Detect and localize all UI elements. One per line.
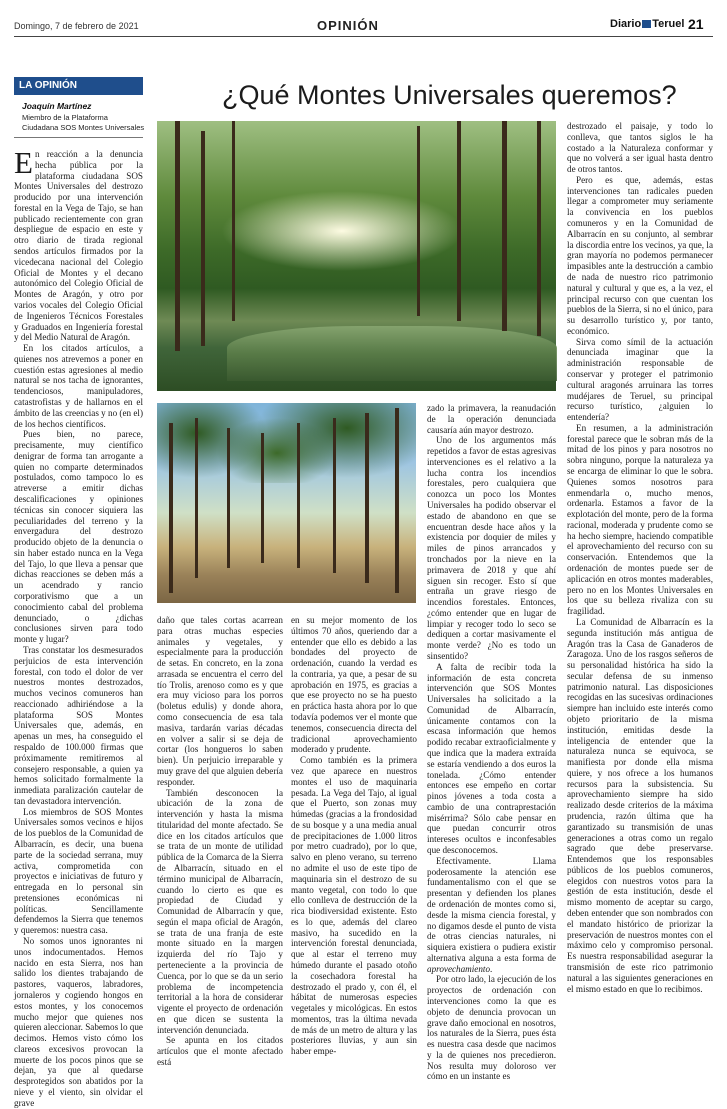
paragraph: A falta de recibir toda la información de esta concreta intervención que SOS Montes Universales ha solicitado a la Comunidad de Albarracín, únicamente contamos con la escasa información que hemos podido recabar extraoficialmente y que indica que la madera extraída se estaría vendiendo a dos euros la tonelada. ¿Cómo entender entonces ese empeño en cortar pinos jóvenes a toda costa a cambio de una contraprestación misérrima? Sólo cabe pensar en que puedan concurrir otros intereses ocultos e inconfesables que desconocemos. — [427, 661, 556, 856]
paragraph: En los citados artículos, a quienes nos atrevemos a poner en cuestión estas agresiones al medio natural se nos tacha de ignorantes, tendenciosos, manipuladores, catastrofistas y de hallarnos en el ámbito de las creencias y no (en el) de los hechos científicos. — [14, 343, 143, 429]
paragraph: Los miembros de SOS Montes Universales somos vecinos e hijos de los pueblos de la Comunidad de Albarracín, es decir, una buena parte de la sociedad serrana, muy activa, comprometida con proyectos e iniciativas de futuro y entregada en lo personal sin pretensiones económicas ni políticas. Sencillamente defendemos la Sierra que tenemos y queremos: nuestra casa. — [14, 806, 143, 936]
header-date: Domingo, 7 de febrero de 2021 — [14, 21, 139, 31]
paragraph: También desconocen la ubicación de la zona de intervención y hasta la misma titularidad del monte afectado. Se dice en los citados artículos que se trata de un monte de utilidad pública de la Comarca de la Sierra de Albarracín, situado en el término municipal de Albarracín, cuando lo cierto es que es propiedad de Ciudad y Comunidad de Albarracín y que, según el mapa oficial de Aragón, se trata de una franja de este monte situado en la margen izquierda del río Tajo y perteneciente a la provincia de Cuenca, por lo que se da un serio problema de incompetencia territorial a la hora de considerar vigente el proyecto de ordenación en que dicen se sustenta la intervención denunciada. — [157, 787, 283, 1035]
author-divider — [14, 137, 143, 138]
paragraph: La Comunidad de Albarracín es la segunda institución más antigua de Aragón tras la Casa de Ganaderos de Zaragoza. Uno de los rasgos señeros de su personalidad histórica ha sido la secular defensa de su inmenso patrimonio natural. Las disposiciones recogidas en las sucesivas ordinaciones siempre han incluido este interés como objeto prioritario de la misma institución, emitidas desde la inteligencia de entender que la naturaleza nunca se equivoca, se manifiesta por donde ella misma quiere, y nos ofrece a los humanos recursos para la subsistencia. Su aprovechamiento siempre ha sido realizado desde criterios de la máxima prudencia, razón última que ha garantizado su transmisión de unas generaciones a otras como un regalo sagrado que debe preservarse. Entendemos que los responsables públicos de los pueblos comuneros, elegidos con nuestros votos para la gestión de esta institución, desde el mismo momento de aceptar su cargo, deben entender que son nombrados con el mandato histórico de priorizar la preservación de nuestros montes con el máximo celo y compromiso personal. Es nuestra responsabilidad asegurar la transmisión de este rico patrimonio natural a las siguientes generaciones en el mismo estado en que lo recibimos. — [567, 616, 713, 994]
paragraph: Se apunta en los citados artículos que el monte afectado está — [157, 1035, 283, 1068]
article-column-4 — [427, 403, 556, 1082]
paragraph: Por otro lado, la ejecución de los proyectos de ordenación con intervenciones como la que es objeto de denuncia provocan un grave daño emocional en nosotros, los naturales de la Sierra, pues ésta es nuestra casa desde que nacimos y la de quienes nos precedieron. Nos resulta muy doloroso ver cómo en un instante es — [427, 974, 556, 1082]
paragraph: zado la primavera, la reanudación de la operación denunciada causaría aún mayor destrozo. — [427, 403, 556, 435]
paragraph: En reacción a la denuncia hecha pública por la plataforma ciudadana SOS Montes Universales del destrozo producido por una intervención forestal en la Vega de Tajo, se han publicado recientemente con gran despliegue de espacio en este y otro diario de tirada regional sendos artículos firmados por la vicedecana nacional del Colegio Oficial de Montes y el decano autonómico del Colegio Oficial de Montes de Aragón, y otro por varios vocales del Colegio Oficial de Ingenieros Técnicos Forestales y Graduados en Ingeniería forestal y del Medio Natural de Aragón. — [14, 145, 143, 343]
section-label: LA OPINIÓN — [19, 80, 77, 91]
paragraph: destrozado el paisaje, y todo lo conlleva, que tantos siglos le ha costado a la Naturaleza conformar y que no volverá a ser igual hasta dentro de otros tantos. — [567, 121, 713, 175]
drop-cap: E — [14, 145, 33, 180]
river-water — [227, 326, 557, 381]
cleared-forest-photo — [157, 403, 416, 603]
article-column-2 — [157, 615, 283, 1068]
paragraph: Como también es la primera vez que aparece en nuestros montes el uso de maquinaria pesada. La Vega del Tajo, al igual que el Puerto, son zonas muy húmedas (gracias a la frondosidad de su bosque y a una media anual de precipitaciones de 1.000 litros por metro cuadrado), por lo que, salvo en pleno verano, su terreno no admite el uso de este tipo de maquinaria sin el destrozo de su manto vegetal, con todo lo que ello conlleva de destrucción de la rica biodiversidad existente. Esto es lo que, además del clareo masivo, ha sucedido en la intervención forestal denunciada, que al estar el terreno muy húmedo durante el pasado otoño la cosechadora forestal ha destrozado el prado y, con él, el hábitat de numerosas especies vegetales y micológicas. En estos momentos, tras la última nevada de más de un metro de altura y las posteriores lluvias, y aun sin haber empe- — [291, 755, 417, 1057]
author-role-line-1: Miembro de la Plataforma — [22, 113, 108, 122]
logo-mark-icon — [642, 20, 651, 28]
paragraph: Uno de los argumentos más repetidos a favor de estas agresivas intervenciones es el relativo a la lucha contra los incendios forestales, pero cualquiera que conozca un poco los Montes Universales ha podido observar el estado de abandono en que se encuentran desde hace años y la existencia por doquier de miles y miles de pinos arrancados y tronchados por la nieve en la primavera de 2018 y que ahí siguen sin recoger. Esto sí que entraña un grave riesgo de incendios forestales. Entonces, ¿cómo entender que en lugar de limpiar y recoger todo lo seco se dediquen a cortar masivamente el monte verde? ¿No es todo un sinsentido? — [427, 435, 556, 661]
article-column-1 — [14, 145, 143, 1108]
logo-text-right: Teruel — [652, 18, 685, 30]
paragraph: Pues bien, no parece, precisamente, muy científico denigrar de forma tan arrogante a quien no comparte determinados postulados, como tampoco lo es atreverse a emitir dichas descalificaciones y opiniones técnicas sin conocer siquiera las peculiaridades del terreno y la envergadura del destrozo producido objeto de la denuncia o sin haber estado nunca en la Vega del Tajo, lo que lleva a pensar que dichas reacciones se deben más a un acendrado y rancio corporativismo que a un conocimiento cabal del problema denunciado, o ¿dichas conclusiones sirven para todo monte y lugar? — [14, 429, 143, 645]
forest-river-photo — [157, 121, 556, 391]
section-title: OPINIÓN — [317, 18, 379, 33]
article-column-3 — [291, 615, 417, 1057]
article-headline: ¿Qué Montes Universales queremos? — [222, 80, 677, 110]
paragraph: No somos unos ignorantes ni unos indocumentados. Hemos nacido en esta Sierra, nos han salido los dientes trabajando de pastores, vaqueros, labradores, jornaleros y cogiendo hongos en estos montes, y los conocemos mucho mejor que quienes nos quieren aleccionar. Sabemos lo que decimos. Hemos visto cómo los clareos excesivos provocan la muerte de los pocos pinos que se dejan, ya que al quedarse desprotegidos son abatidos por la nieve y el viento, sin olvidar el grave — [14, 936, 143, 1108]
page-number: 21 — [688, 16, 704, 32]
newspaper-logo — [610, 18, 684, 30]
author-name: Joaquín Martínez — [22, 101, 92, 111]
logo-text-left: Diario — [610, 18, 642, 30]
paragraph: Pero es que, además, estas intervenciones tan radicales pueden llegar a comprometer muy seriamente la convivencia en los pueblos comuneros y en la Comunidad de Albarracín en su conjunto, al sembrar la discordia entre los vecinos, ya que, la gran mayoría no podemos permanecer impasibles ante la destrucción a cambio de nada de nuestro rico patrimonio natural y cultural y que es, a la vez, el principal recurso con que cuentan los pueblos de la Sierra, si no el único, para su desarrollo turístico y, por tanto, económico. — [567, 174, 713, 336]
paragraph: Sirva como símil de la actuación denunciada imaginar que la administración responsable de conservar y proteger el patrimonio cultural aragonés arruinara las torres mudéjares de Teruel, su principal recurso turístico, ¿alguien lo entendería? — [567, 336, 713, 423]
paragraph: Tras constatar los desmesurados perjuicios de esta intervención forestal, con todo el dolor de ver nuestros montes destrozados, muchos vecinos comuneros han reaccionado adhiriéndose a la plataforma SOS Montes Universales que, además, en apenas un mes, ha conseguido el respaldo de 100.000 firmas que próximamente remitiremos al consejero responsable, a quien ya hemos solicitado formalmente la inmediata paralización cautelar de tan devastadora intervención. — [14, 644, 143, 806]
paragraph: Efectivamente. Llama poderosamente la atención ese fundamentalismo con el que se presentan y defienden los planes de ordenación de montes como si, desde la misma ciencia forestal, y no digamos desde el punto de vista de otras ciencias naturales, ni siquiera existiera o pudiera existir alternativa alguna a esta forma de aprovechamiento. — [427, 855, 556, 974]
emphasis: aprovechamiento — [427, 963, 491, 974]
paragraph: daño que tales cortas acarrean para otras muchas especies animales y vegetales, y especialmente para la producción de setas. En concreto, en la zona arrasada se encuentra el cerro del tío Trolis, arenoso como es y que era muy vicioso para los porros (boletus edulis) y donde ahora, como consecuencia de esa tala masiva, tardarán varias décadas en volver a salir si se deja de cortar (los hongueros lo saben bien). Un perjuicio irreparable y muy grave del que alguien debería responder. — [157, 615, 283, 787]
header-divider — [14, 36, 713, 37]
paragraph: En resumen, a la administración forestal parece que le sobran más de la mitad de los pinos y para nosotros no sobra ninguno, porque la naturaleza ya se encarga de eliminar lo que le sobra. Quienes somos nosotros para enmendarla o, mucho menos, ordenarla. Estamos a favor de la explotación del monte, pero de la forma racional, moderada y prudente como se ha hecho siempre, haciendo compatible el aprovechamiento del recurso con su conservación. Entendemos que la ordenación de montes puede ser de aplicación en otros montes maderables, pero no en los Montes Universales en los que su belleza rivaliza con su fragilidad. — [567, 422, 713, 617]
author-role-line-2: Ciudadana SOS Montes Universales — [22, 123, 145, 132]
paragraph: en su mejor momento de los últimos 70 años, queriendo dar a entender que ello es debido a las bondades del proyecto de ordenación, cuando la verdad es la contraria, ya que, a pesar de su aprobación en 1975, es gracias a que ese proyecto no se ha puesto en práctica hasta ahora por lo que todavía podemos ver el monte que tenemos, consecuencia directa del tradicional aprovechamiento moderado y prudente. — [291, 615, 417, 755]
article-column-5 — [567, 121, 713, 1015]
